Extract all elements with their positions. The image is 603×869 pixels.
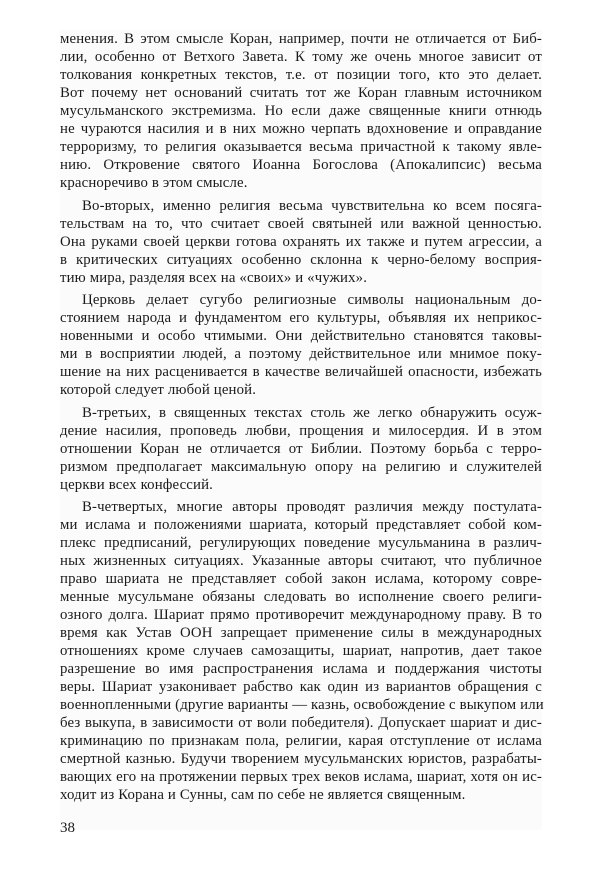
text-line: менные мусульмане обязаны следовать во исполнение своего религи- <box>60 589 542 606</box>
book-page <box>60 30 544 837</box>
page-number: 38 <box>60 820 75 837</box>
text-line: смертной казнью. Будучи творением мусульманских юристов, разрабаты- <box>60 751 542 768</box>
text-line-first: Во-вторых, именно религия весьма чувствительна ко всем посяга- <box>82 197 542 214</box>
text-line-first: В-третьих, в священных текстах столь же легко обнаружить осуж- <box>82 404 542 421</box>
text-line: веры. Шариат узаконивает рабство как один из вариантов обращения с <box>60 679 542 696</box>
text-line: озного долга. Шариат прямо противоречит международному праву. В то <box>60 607 542 624</box>
text-line: терроризму, то религия оказывается весьма причастной к такому явле- <box>60 139 542 155</box>
text-line: лии, особенно от Ветхого Завета. К тому же очень многое зависит от <box>60 49 542 65</box>
text-line: без выкупа, в зависимости от воли победителя). Допускает шариат и дис- <box>60 715 542 732</box>
text-line: дение насилия, проповедь любви, прощения и милосердия. И в этом <box>60 422 542 439</box>
text-line-first: Церковь делает сугубо религиозные символы национальным до- <box>82 292 542 309</box>
text-line: криминацию по признакам пола, религии, карая отступление от ислама <box>60 733 542 750</box>
text-line-last: тию мира, разделяя всех на «своих» и «чужих». <box>60 269 368 286</box>
text-line: вающих его на протяжении первых трех веков ислама, шариат, хотя он ис- <box>60 769 542 786</box>
text-line: нию. Откровение святого Иоанна Богослова (Апокалипсис) весьма <box>60 157 542 173</box>
text-line-last: ходит из Корана и Сунны, сам по себе не является священным. <box>60 787 466 804</box>
text-line: плекс предписаний, регулирующих поведение мусульманина в различ- <box>60 535 542 552</box>
text-line: ризмом предполагает максимальную опору на религию и служителей <box>60 458 542 475</box>
text-line: не чураются насилия и в них можно черпать вдохновение и оправдание <box>60 121 542 137</box>
text-line: ми ислама и положениями шариата, который представляет собой ком- <box>60 517 542 534</box>
text-line-last: красноречиво в этом смысле. <box>60 175 248 191</box>
text-line: новенными и особо чтимыми. Они действительно становятся таковы- <box>60 328 542 345</box>
text-line: тельствам на то, что считает своей святыней или важной ценностью. <box>60 215 542 232</box>
text-line-first: В-четвертых, многие авторы проводят различия между постулата- <box>82 499 542 516</box>
text-line: отношениях кроме случаев самозащиты, шариат, напротив, дает такое <box>60 643 542 660</box>
text-line-last: церкви всех конфессий. <box>60 476 214 493</box>
text-line: ми в восприятии людей, а поэтому действительное или мнимое поку- <box>60 346 542 363</box>
text-line: военнопленными (другие варианты — казнь, освобождение с выкупом или <box>60 697 544 714</box>
text-line: толкования конкретных текстов, т.е. от позиции того, кто это делает. <box>60 67 542 83</box>
text-line: менения. В этом смысле Коран, например, почти не отличается от Биб- <box>60 31 542 47</box>
text-line: шение на них расценивается в качестве величайшей опасности, избежать <box>60 364 542 381</box>
text-line-last: которой следует любой ценой. <box>60 382 257 399</box>
text-line: в критических ситуациях особенно склонна к черно-белому восприя- <box>60 251 542 268</box>
text-line: право шариата не представляет собой закон ислама, которому совре- <box>60 571 542 588</box>
text-line: отношении Коран не отличается от Библии. Поэтому борьба с терро- <box>60 440 542 457</box>
text-line: Вот почему нет оснований считать тот же Коран главным источником <box>60 85 542 101</box>
text-line: ных жизненных ситуациях. Указанные авторы считают, что публичное <box>60 553 542 570</box>
text-line: мусульманского экстремизма. Но если даже священные книги отнюдь <box>60 103 542 119</box>
text-line: стоянием народа и фундаментом его культуры, объявляя их неприкос- <box>60 310 542 327</box>
text-line: Она руками своей церкви готова охранять их также и путем агрессии, а <box>60 233 542 250</box>
text-line: время как Устав ООН запрещает применение силы в международных <box>60 625 542 642</box>
text-line: разрешение во имя распространения ислама и поддержания чистоты <box>60 661 542 678</box>
